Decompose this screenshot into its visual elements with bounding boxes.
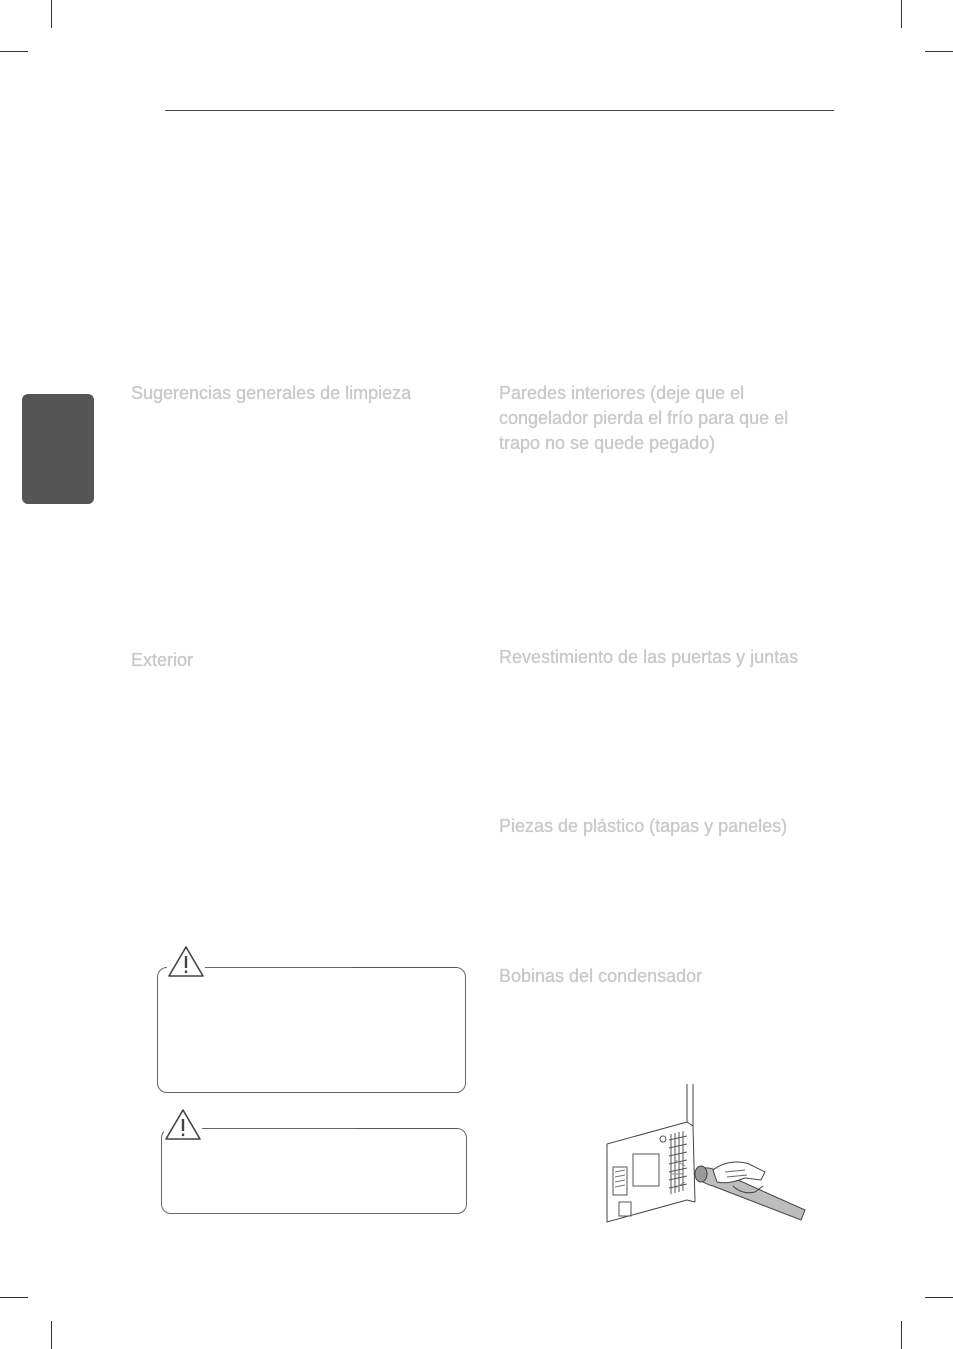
- crop-mark: [925, 51, 953, 52]
- crop-mark: [901, 1321, 902, 1349]
- heading-exterior: Exterior: [131, 650, 194, 670]
- warning-triangle-icon: [164, 1108, 202, 1142]
- crop-mark: [0, 51, 28, 52]
- crop-mark: [901, 0, 902, 28]
- heading-plastic-parts: Piezas de plástico (tapas y paneles): [499, 816, 788, 836]
- header-rule: [165, 110, 834, 111]
- crop-mark: [925, 1297, 953, 1298]
- crop-mark: [51, 0, 52, 28]
- caution-rule: [351, 967, 457, 968]
- warning-triangle-icon: [167, 945, 205, 979]
- chapter-side-tab: [22, 394, 94, 504]
- caution-rule: [357, 1128, 457, 1129]
- heading-condenser-coils: Bobinas del condensador: [499, 966, 703, 986]
- heading-interior-walls: Paredes interiores (deje que el congelador pierda el frío para que el trapo no se quede pegado): [499, 383, 789, 453]
- vacuum-condenser-illustration: [605, 1082, 810, 1227]
- caution-box: [157, 967, 466, 1093]
- crop-mark: [0, 1297, 28, 1298]
- crop-mark: [51, 1321, 52, 1349]
- heading-general-cleaning: Sugerencias generales de limpieza: [131, 383, 412, 403]
- caution-box: [161, 1128, 467, 1214]
- heading-door-liners: Revestimiento de las puertas y juntas: [499, 647, 799, 667]
